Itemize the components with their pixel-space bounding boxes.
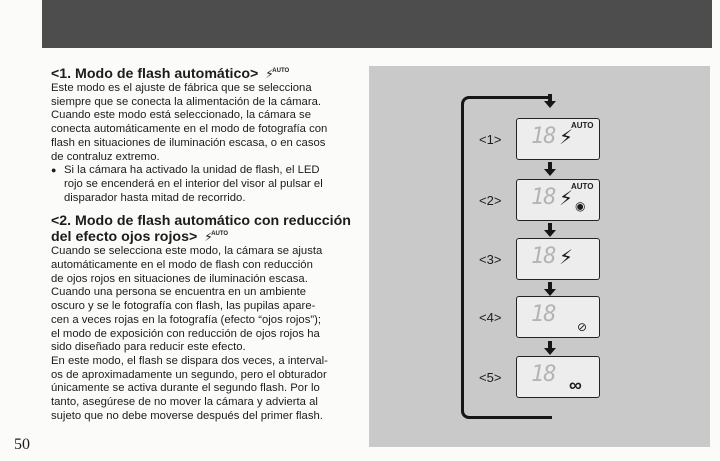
lcd-digits: 18 bbox=[531, 185, 556, 210]
infinity-icon: ∞ bbox=[569, 375, 582, 395]
line: Este modo es el ajuste de fábrica que se selecciona bbox=[51, 82, 312, 94]
flash-auto-redeye-icon: ⚡ AUTO bbox=[204, 230, 212, 244]
flash-mode-diagram bbox=[369, 66, 710, 447]
flash-off-icon: ⊘ bbox=[577, 320, 588, 334]
section2-heading-line1: <2. Modo de flash automático con reducción bbox=[51, 213, 351, 230]
mode-label: <2> bbox=[479, 193, 502, 208]
header-bar bbox=[42, 0, 712, 48]
mode-row-1 bbox=[369, 118, 710, 164]
line: tanto, asegúrese de no mover la cámara y advierta al bbox=[51, 396, 318, 409]
section1-heading-text: <1. Modo de flash automático> bbox=[51, 66, 259, 82]
mode-row-4 bbox=[369, 296, 710, 342]
lcd-display bbox=[516, 118, 600, 160]
red-eye-icon: ◉ bbox=[575, 199, 586, 213]
line: automáticamente en el modo de flash con reducción bbox=[51, 259, 313, 272]
line: el modo de exposición con reducción de ojos rojos ha bbox=[51, 327, 320, 340]
section1-paragraph bbox=[51, 82, 351, 164]
line: rojo se encenderá en el interior del visor al pulsar el bbox=[64, 177, 323, 190]
section2-heading bbox=[51, 213, 351, 245]
lcd-digits: 18 bbox=[531, 244, 556, 269]
section2-paragraph bbox=[51, 245, 351, 423]
lcd-display bbox=[516, 179, 600, 221]
lcd-digits: 18 bbox=[531, 362, 556, 387]
flash-auto-sup: AUTO bbox=[272, 68, 290, 74]
arrow-down-icon bbox=[545, 223, 555, 237]
flash-icon: ⚡ bbox=[559, 127, 574, 149]
arrow-down-icon bbox=[545, 341, 555, 355]
line: En este modo, el flash se dispara dos veces, a interval- bbox=[51, 354, 328, 367]
mode-label: <1> bbox=[479, 132, 502, 147]
section2-heading-line2: del efecto ojos rojos> bbox=[51, 229, 198, 246]
line: conecta automáticamente en el modo de fotografía con bbox=[51, 123, 328, 136]
mode-row-2 bbox=[369, 179, 710, 225]
mode-label: <5> bbox=[479, 370, 502, 385]
auto-indicator: AUTO bbox=[571, 182, 594, 191]
line: siempre que se conecta la alimentación de la cámara. bbox=[51, 95, 322, 108]
line: Cuando este modo está seleccionado, la cámara se bbox=[51, 109, 311, 122]
line: Cuando una persona se encuentra en un ambiente bbox=[51, 286, 306, 299]
flash-auto-sup: AUTO bbox=[211, 231, 229, 238]
lcd-display bbox=[516, 296, 600, 338]
lcd-display bbox=[516, 356, 600, 398]
mode-label: <3> bbox=[479, 252, 502, 267]
flash-auto-icon: ⚡ AUTO bbox=[265, 67, 273, 81]
mode-label: <4> bbox=[479, 310, 502, 325]
line: de contraluz extremo. bbox=[51, 150, 160, 163]
flash-icon: ⚡ bbox=[559, 247, 574, 269]
text-column bbox=[51, 66, 351, 423]
line: cen a veces rojas en la fotografía (efecto “ojos rojos”); bbox=[51, 313, 322, 326]
section1-bullet bbox=[51, 164, 351, 205]
bullet-text bbox=[64, 164, 323, 205]
page-number: 50 bbox=[14, 436, 30, 453]
section1-heading bbox=[51, 66, 351, 82]
lcd-digits: 18 bbox=[531, 124, 556, 149]
line: únicamente se activa durante el segundo flash. Por lo bbox=[51, 382, 320, 395]
line: oscuro y se le fotografía con flash, las pupilas apare- bbox=[51, 300, 316, 313]
line: de ojos rojos en situaciones de iluminación escasa. bbox=[51, 272, 308, 285]
line: flash en situaciones de iluminación escasa, o en casos bbox=[51, 136, 326, 149]
line: sujeto que no debe moverse después del primer flash. bbox=[51, 409, 323, 422]
line: os de aproximadamente un segundo, pero el obturador bbox=[51, 368, 327, 381]
arrow-down-icon bbox=[545, 162, 555, 176]
lcd-digits: 18 bbox=[531, 302, 556, 327]
mode-row-3 bbox=[369, 238, 710, 284]
auto-indicator: AUTO bbox=[571, 121, 594, 130]
line: Cuando se selecciona este modo, la cámara se ajusta bbox=[51, 245, 323, 258]
mode-row-5 bbox=[369, 356, 710, 402]
arrow-down-icon bbox=[545, 94, 555, 108]
line: disparador hasta mitad de recorrido. bbox=[64, 191, 246, 204]
line: Si la cámara ha activado la unidad de flash, el LED bbox=[64, 164, 320, 177]
bullet-dot-icon: ● bbox=[51, 165, 57, 176]
flash-icon: ⚡ bbox=[559, 188, 574, 210]
line: sido diseñado para reducir este efecto. bbox=[51, 341, 246, 354]
arrow-down-icon bbox=[545, 282, 555, 296]
lcd-display bbox=[516, 238, 600, 280]
